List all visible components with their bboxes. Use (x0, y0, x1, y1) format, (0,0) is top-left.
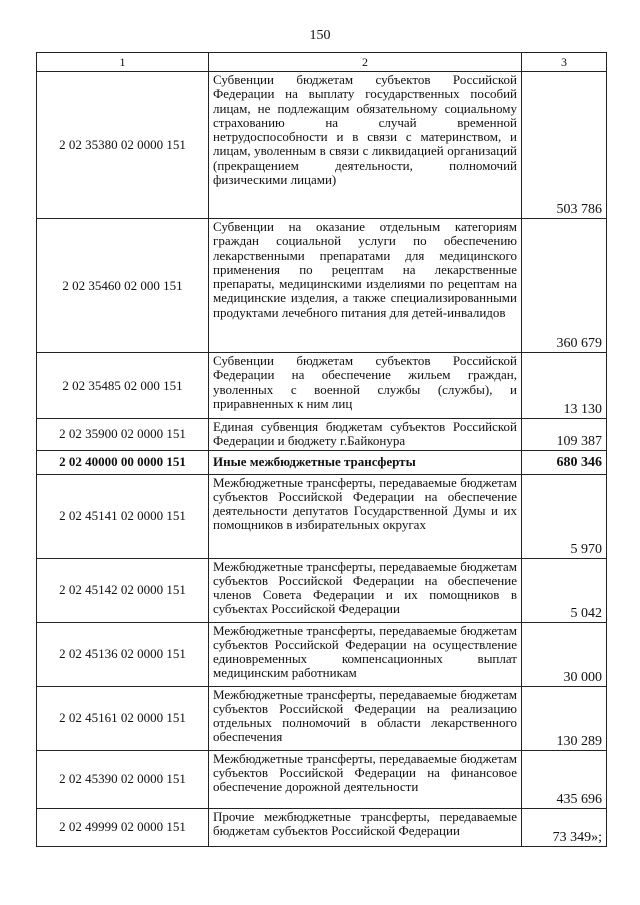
budget-table (36, 52, 607, 847)
row-code: 2 02 45161 02 0000 151 (37, 686, 209, 750)
row-amount: 680 346 (522, 450, 607, 474)
row-name: Субвенции бюджетам субъектов Российской Федерации на обеспечение жильем граждан, уволенных с военной службы (службы), и приравненных к ним лиц (209, 353, 522, 419)
row-name: Единая субвенция бюджетам субъектов Российской Федерации и бюджету г.Байконура (209, 419, 522, 451)
row-code: 2 02 45141 02 0000 151 (37, 474, 209, 558)
row-name: Иные межбюджетные трансферты (209, 450, 522, 474)
header-col-1: 1 (37, 53, 209, 72)
row-amount: 30 000 (522, 622, 607, 686)
row-code: 2 02 45390 02 0000 151 (37, 750, 209, 808)
header-col-2: 2 (209, 53, 522, 72)
page-number: 150 (309, 28, 331, 43)
row-amount: 360 679 (522, 219, 607, 353)
row-code: 2 02 49999 02 0000 151 (37, 808, 209, 846)
table-row (37, 808, 607, 846)
row-code: 2 02 35460 02 000 151 (37, 219, 209, 353)
row-name: Прочие межбюджетные трансферты, передаваемые бюджетам субъектов Российской Федерации (209, 808, 522, 846)
row-name: Межбюджетные трансферты, передаваемые бюджетам субъектов Российской Федерации на обеспечение деятельности депутатов Государственной Думы и их помощников в избирательных округах (209, 474, 522, 558)
table-header-row (37, 53, 607, 72)
row-name: Межбюджетные трансферты, передаваемые бюджетам субъектов Российской Федерации на обеспечение членов Совета Федерации и их помощников в субъектах Российской Федерации (209, 558, 522, 622)
table-row-section (37, 450, 607, 474)
row-name: Межбюджетные трансферты, передаваемые бюджетам субъектов Российской Федерации на финансовое обеспечение дорожной деятельности (209, 750, 522, 808)
row-amount: 73 349»; (522, 808, 607, 846)
table-row (37, 686, 607, 750)
table-row (37, 353, 607, 419)
table-row (37, 474, 607, 558)
table-row (37, 219, 607, 353)
table-row (37, 558, 607, 622)
row-code: 2 02 35900 02 0000 151 (37, 419, 209, 451)
row-code: 2 02 35485 02 000 151 (37, 353, 209, 419)
row-code: 2 02 40000 00 0000 151 (37, 450, 209, 474)
row-amount: 5 970 (522, 474, 607, 558)
row-name: Субвенции бюджетам субъектов Российской Федерации на выплату государственных пособий лицам, не подлежащим обязательному социальному страхованию на случай временной нетрудоспособности и в связи с материнством, и лицам, уволенным в связи с ликвидацией организаций (прекращением деятельности, полномочий физическими лицами) (209, 72, 522, 219)
table-row (37, 72, 607, 219)
row-amount: 5 042 (522, 558, 607, 622)
row-name: Межбюджетные трансферты, передаваемые бюджетам субъектов Российской Федерации на реализацию отдельных полномочий в области лекарственного обеспечения (209, 686, 522, 750)
row-name: Субвенции на оказание отдельным категориям граждан социальной услуги по обеспечению лекарственными препаратами для медицинского применения по рецептам на лекарственные препараты, медицинскими изделиями по рецептам на медицинские изделия, а также специализированными продуктами лечебного питания для детей-инвалидов (209, 219, 522, 353)
row-code: 2 02 35380 02 0000 151 (37, 72, 209, 219)
table-row (37, 419, 607, 451)
row-amount: 13 130 (522, 353, 607, 419)
row-code: 2 02 45142 02 0000 151 (37, 558, 209, 622)
header-col-3: 3 (522, 53, 607, 72)
row-name: Межбюджетные трансферты, передаваемые бюджетам субъектов Российской Федерации на осуществление единовременных компенсационных выплат медицинским работникам (209, 622, 522, 686)
row-amount: 109 387 (522, 419, 607, 451)
row-code: 2 02 45136 02 0000 151 (37, 622, 209, 686)
row-amount: 435 696 (522, 750, 607, 808)
row-amount: 130 289 (522, 686, 607, 750)
table-row (37, 750, 607, 808)
table-row (37, 622, 607, 686)
row-amount: 503 786 (522, 72, 607, 219)
